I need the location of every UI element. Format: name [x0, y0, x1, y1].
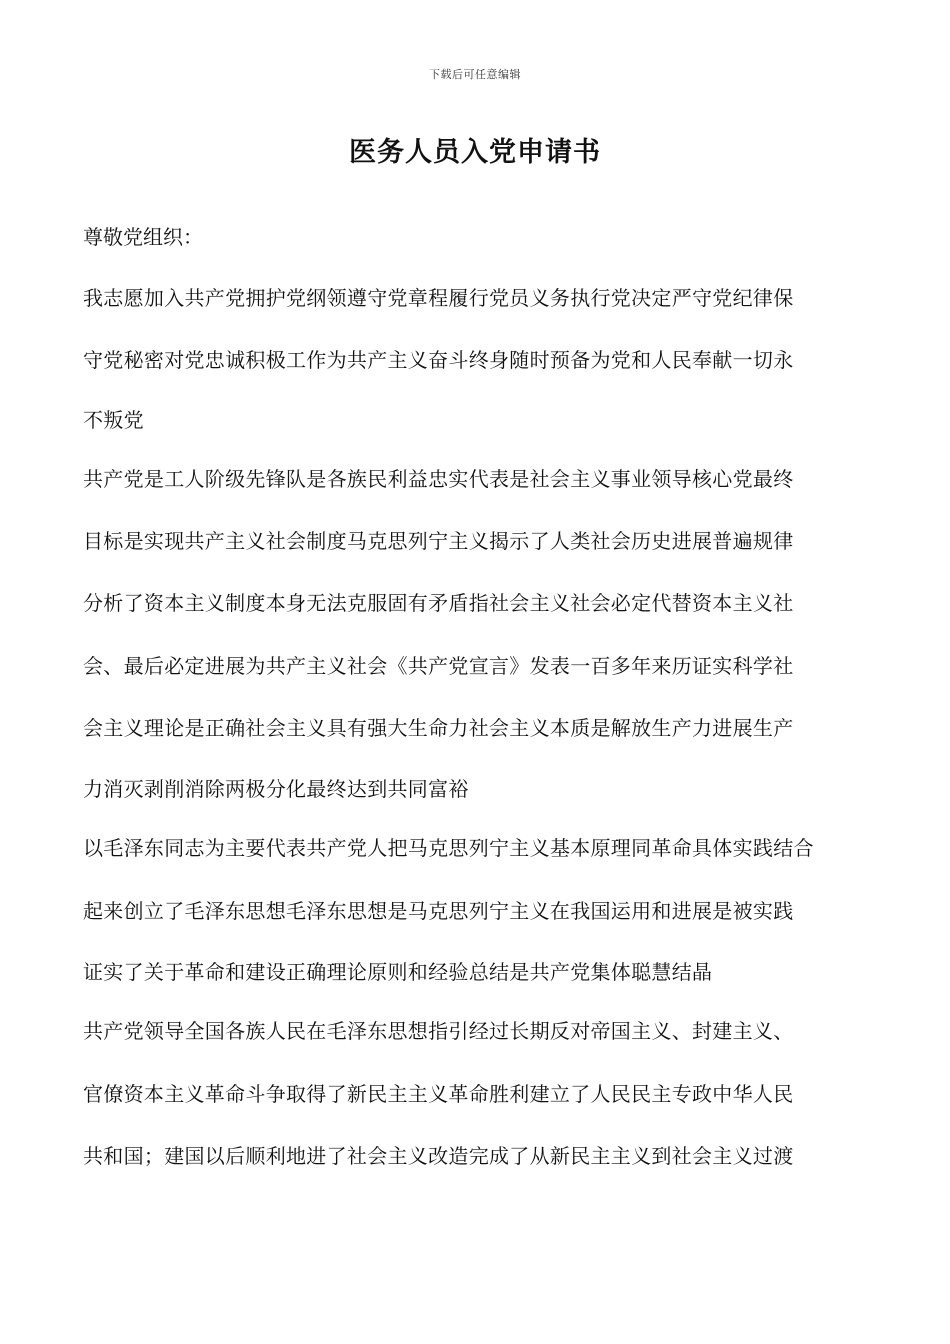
page-header-note: 下载后可任意编辑	[429, 68, 521, 81]
body-line: 不叛党	[83, 408, 144, 432]
salutation: 尊敬党组织：	[83, 225, 203, 249]
body-line: 共产党领导全国各族人民在毛泽东思想指引经过长期反对帝国主义、封建主义、	[83, 1019, 794, 1043]
body-line: 以毛泽东同志为主要代表共产党人把马克思列宁主义基本原理同革命具体实践结合	[83, 836, 814, 860]
body-line: 力消灭剥削消除两极分化最终达到共同富裕	[83, 777, 469, 801]
body-line: 共和国；建国以后顺利地进了社会主义改造完成了从新民主主义到社会主义过渡	[83, 1144, 794, 1168]
body-line: 分析了资本主义制度本身无法克服固有矛盾指社会主义社会必定代替资本主义社	[83, 591, 794, 615]
body-line: 共产党是工人阶级先锋队是各族民利益忠实代表是社会主义事业领导核心党最终	[83, 467, 794, 491]
body-line: 起来创立了毛泽东思想毛泽东思想是马克思列宁主义在我国运用和进展是被实践	[83, 899, 794, 923]
body-line: 目标是实现共产主义社会制度马克思列宁主义揭示了人类社会历史进展普遍规律	[83, 529, 794, 553]
body-line: 官僚资本主义革命斗争取得了新民主主义革命胜利建立了人民民主专政中华人民	[83, 1082, 794, 1106]
body-line: 会主义理论是正确社会主义具有强大生命力社会主义本质是解放生产力进展生产	[83, 716, 794, 740]
body-line: 会、最后必定进展为共产主义社会《共产党宣言》发表一百多年来历证实科学社	[83, 654, 794, 678]
body-line: 守党秘密对党忠诚积极工作为共产主义奋斗终身随时预备为党和人民奉献一切永	[83, 348, 794, 372]
document-title: 医务人员入党申请书	[349, 137, 601, 168]
body-line: 证实了关于革命和建设正确理论原则和经验总结是共产党集体聪慧结晶	[83, 960, 713, 984]
body-line: 我志愿加入共产党拥护党纲领遵守党章程履行党员义务执行党决定严守党纪律保	[83, 286, 794, 310]
